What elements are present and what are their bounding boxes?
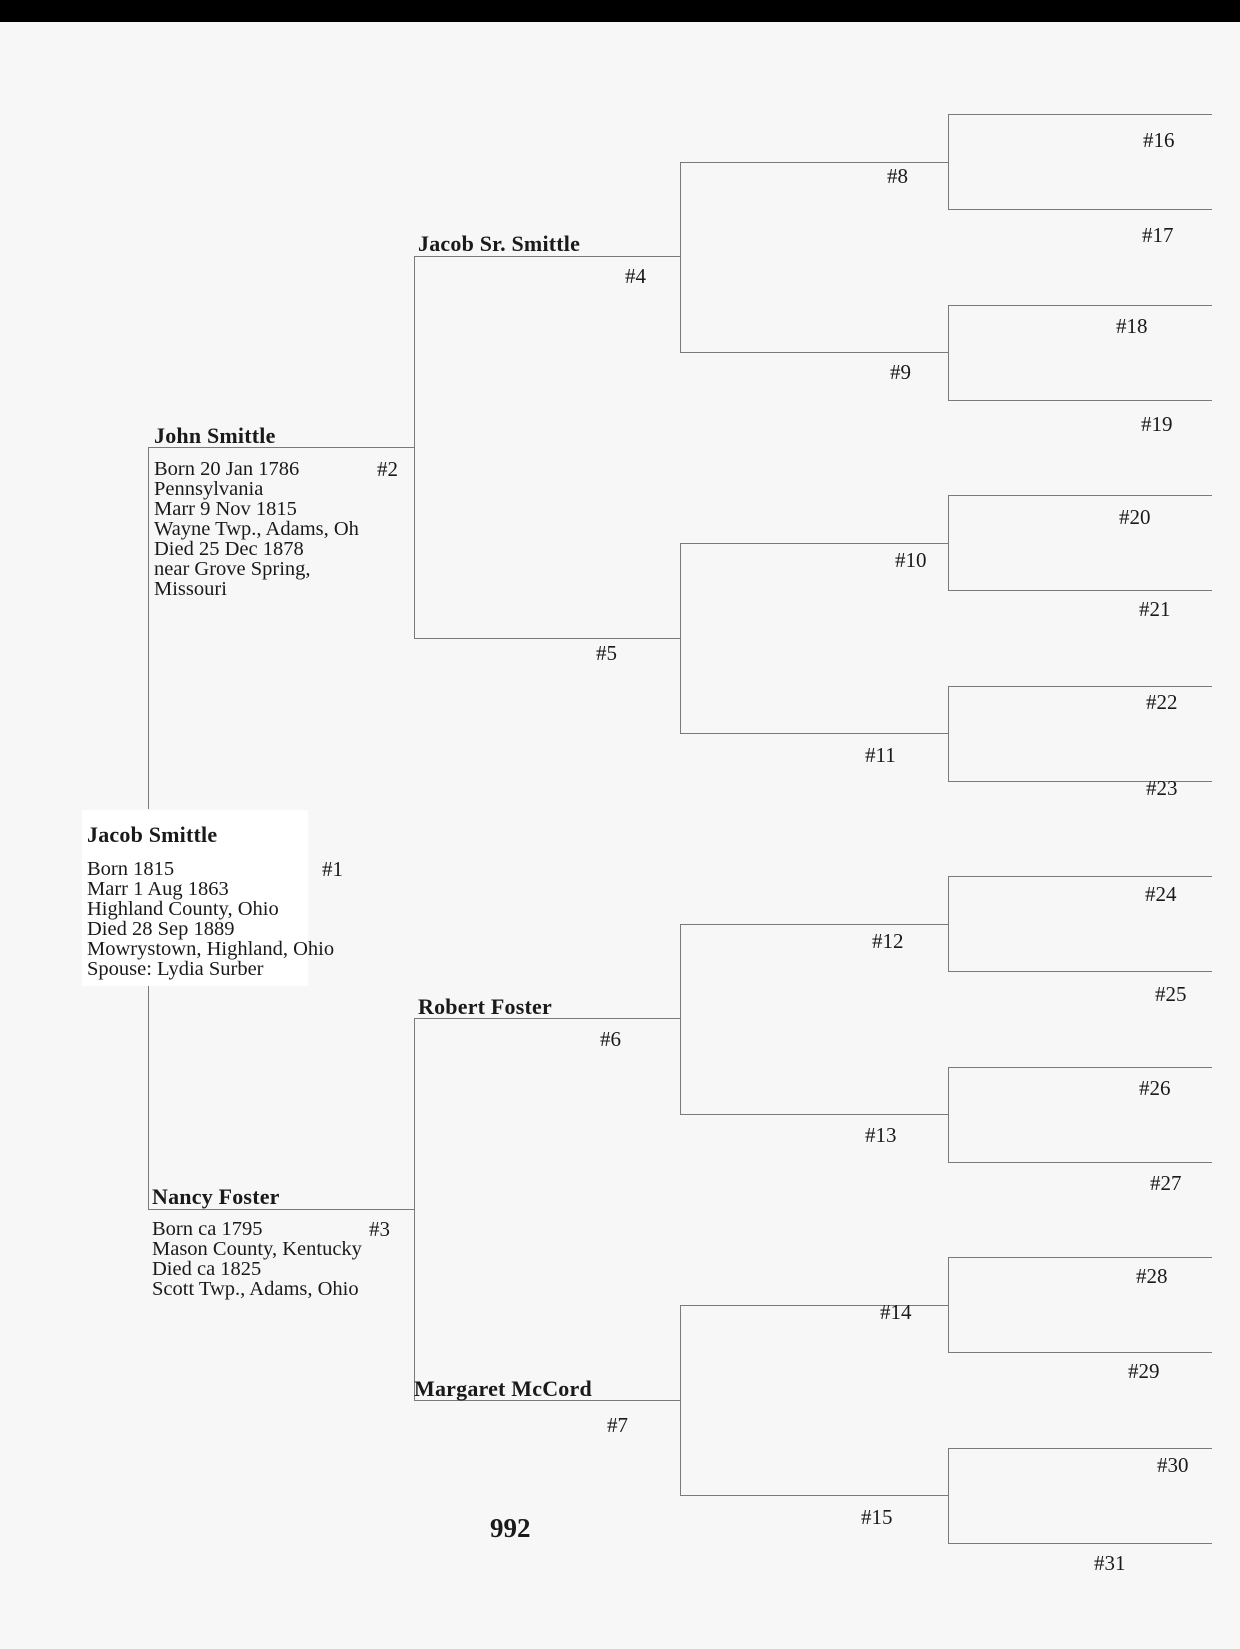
person-2-name: John Smittle — [154, 423, 276, 448]
person-8-number: #8 — [887, 164, 908, 188]
person-9-number: #9 — [890, 360, 911, 384]
person-30-number: #30 — [1157, 1453, 1189, 1477]
person-25-number: #25 — [1155, 982, 1187, 1006]
person-1-name: Jacob Smittle — [87, 822, 218, 847]
scan-top-border — [0, 0, 1240, 22]
person-7-number: #7 — [607, 1413, 628, 1437]
person-1-number: #1 — [322, 857, 343, 881]
person-13-number: #13 — [865, 1123, 897, 1147]
person-12-number: #12 — [872, 929, 904, 953]
person-3-number: #3 — [369, 1217, 390, 1241]
person-1-details: Born 1815 Marr 1 Aug 1863 Highland County, Ohio Died 28 Sep 1889 Mowrystown, Highland, Ohio Spouse: Lydia Surber — [87, 858, 335, 980]
person-5-number: #5 — [596, 641, 617, 665]
person-2-details: Born 20 Jan 1786 Pennsylvania Marr 9 Nov 1815 Wayne Twp., Adams, Oh Died 25 Dec 1878 near Grove Spring, Missouri — [154, 458, 359, 600]
person-14-number: #14 — [880, 1300, 912, 1324]
person-19-number: #19 — [1141, 412, 1173, 436]
person-28-number: #28 — [1136, 1264, 1168, 1288]
person-18-number: #18 — [1116, 314, 1148, 338]
person-26-number: #26 — [1139, 1076, 1171, 1100]
person-17-number: #17 — [1142, 223, 1174, 247]
person-24-number: #24 — [1145, 882, 1177, 906]
person-16-number: #16 — [1143, 128, 1175, 152]
person-15-number: #15 — [861, 1505, 893, 1529]
person-29-number: #29 — [1128, 1359, 1160, 1383]
person-20-number: #20 — [1119, 505, 1151, 529]
person-4-number: #4 — [625, 264, 646, 288]
person-23-number: #23 — [1146, 776, 1178, 800]
person-27-number: #27 — [1150, 1171, 1182, 1195]
person-3-details: Born ca 1795 Mason County, Kentucky Died ca 1825 Scott Twp., Adams, Ohio — [152, 1218, 362, 1300]
page-number: 992 — [490, 1513, 531, 1543]
person-31-number: #31 — [1094, 1551, 1126, 1575]
person-22-number: #22 — [1146, 690, 1178, 714]
person-21-number: #21 — [1139, 597, 1171, 621]
person-7-name: Margaret McCord — [414, 1376, 592, 1401]
person-2-number: #2 — [377, 457, 398, 481]
person-10-number: #10 — [895, 548, 927, 572]
person-3-name: Nancy Foster — [152, 1184, 280, 1209]
person-6-name: Robert Foster — [418, 994, 552, 1019]
person-4-name: Jacob Sr. Smittle — [418, 231, 581, 256]
person-6-number: #6 — [600, 1027, 621, 1051]
person-11-number: #11 — [865, 743, 896, 767]
